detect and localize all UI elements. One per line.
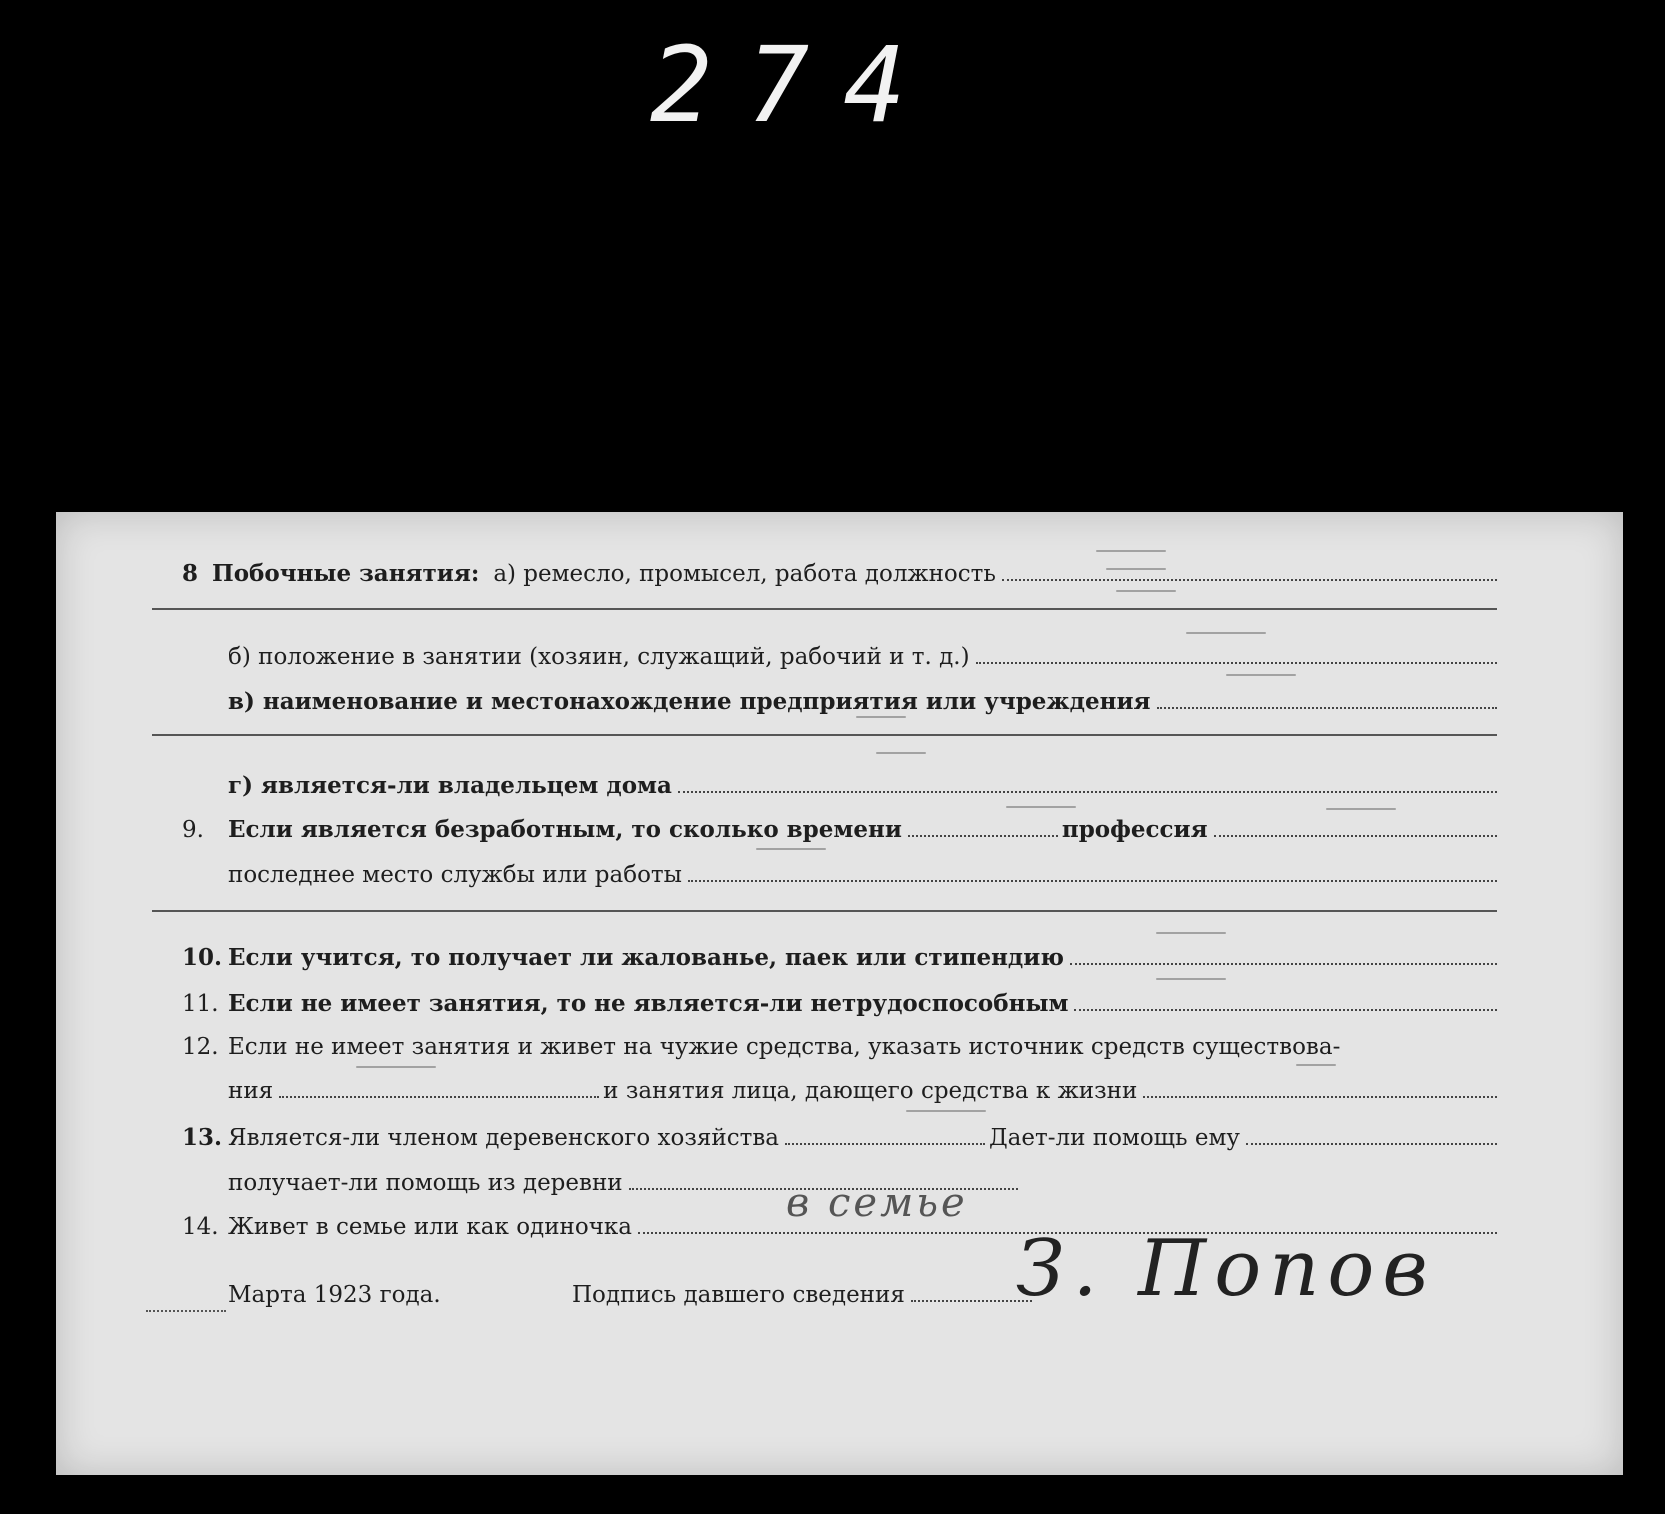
pencil-mark (906, 1110, 986, 1112)
q13-help-label: Дает-ли помощь ему (988, 1125, 1240, 1151)
pencil-mark (1186, 632, 1266, 634)
pencil-mark (1106, 568, 1166, 570)
q8-b-field[interactable] (976, 662, 1497, 664)
q10-row (182, 944, 1497, 971)
q14-number: 14. (182, 1214, 219, 1240)
q10-label: Если учится, то получает ли жалованье, паек или стипендию (228, 944, 1064, 971)
frame-number: 274 (650, 24, 940, 146)
q8-number: 8 (182, 560, 199, 587)
q12-number: 12. (182, 1034, 219, 1060)
pencil-mark (1296, 1064, 1336, 1066)
q8-g-field[interactable] (678, 791, 1497, 793)
q9-number: 9. (182, 817, 204, 843)
pencil-mark (1006, 806, 1076, 808)
q8-g-label: г) является-ли владельцем дома (228, 772, 672, 799)
footer-signature-label: Подпись давшего сведения (572, 1282, 905, 1308)
q8-title: Побочные занятия: (212, 560, 480, 587)
q11-row (182, 990, 1497, 1017)
q12-cont-label: ния (228, 1078, 274, 1104)
pencil-mark (856, 716, 906, 718)
q8-a-label: а) ремесло, промысел, работа должность (493, 561, 996, 587)
pencil-mark (356, 1066, 436, 1068)
q10-number: 10. (182, 944, 223, 971)
q12-source-field[interactable] (279, 1096, 599, 1098)
q14-label: Живет в семье или как одиночка (228, 1214, 633, 1240)
q10-field[interactable] (1070, 963, 1497, 965)
footer-signature-field[interactable] (911, 1300, 1032, 1302)
q8-a-line-2 (152, 608, 1497, 610)
q13-receive-label: получает-ли помощь из деревни (228, 1170, 623, 1196)
handwritten-signature: З. Попов (1016, 1224, 1436, 1314)
q9-profession-field[interactable] (1214, 835, 1497, 837)
pencil-mark (1096, 550, 1166, 552)
q9-row-2 (228, 862, 1497, 888)
q9-profession-label: профессия (1061, 816, 1208, 843)
pencil-mark (1326, 808, 1396, 810)
footer-date-label: Марта 1923 года. (228, 1282, 441, 1308)
q8-b-label: б) положение в занятии (хозяин, служащий, рабочий и т. д.) (228, 644, 970, 670)
q8-row-b (228, 644, 1497, 670)
q13-member-field[interactable] (785, 1143, 985, 1145)
q9-line-3 (152, 910, 1497, 912)
pencil-mark (1116, 590, 1176, 592)
q8-row-g (228, 772, 1497, 799)
q8-v-line-2 (152, 734, 1497, 736)
q8-row-a (182, 560, 1497, 587)
q12-row-2 (228, 1078, 1497, 1104)
q13-help-field[interactable] (1246, 1143, 1497, 1145)
q13-number: 13. (182, 1124, 223, 1151)
footer-day-field (146, 1310, 226, 1312)
q12-provider-field[interactable] (1143, 1096, 1497, 1098)
q8-a-field[interactable] (1002, 579, 1497, 581)
pencil-mark (1226, 674, 1296, 676)
pencil-mark (756, 848, 826, 850)
q13-label: Является-ли членом деревенского хозяйства (228, 1125, 779, 1151)
q12-label: Если не имеет занятия и живет на чужие средства, указать источник средств существова- (228, 1034, 1341, 1060)
q8-v-field[interactable] (1157, 707, 1497, 709)
q11-label: Если не имеет занятия, то не является-ли нетрудоспособным (228, 990, 1069, 1017)
q11-field[interactable] (1074, 1009, 1497, 1011)
q9-time-field[interactable] (908, 835, 1058, 837)
q9-row (182, 816, 1497, 843)
q13-row (182, 1124, 1497, 1151)
q9-last-place-field[interactable] (688, 880, 1497, 882)
q11-number: 11. (182, 991, 219, 1017)
pencil-mark (1156, 932, 1226, 934)
q14-handwritten-answer: в семье (786, 1180, 968, 1226)
q12-cont2-label: и занятия лица, дающего средства к жизни (603, 1078, 1138, 1104)
footer-signature-row (572, 1282, 1032, 1308)
q9-last-place-label: последнее место службы или работы (228, 862, 682, 888)
footer-date (228, 1282, 441, 1308)
pencil-mark (876, 752, 926, 754)
q8-v-label: в) наименование и местонахождение предприятия или учреждения (228, 688, 1151, 715)
census-form-card (56, 512, 1623, 1475)
q12-row (182, 1034, 1497, 1060)
q8-row-v (228, 688, 1497, 715)
q9-label: Если является безработным, то сколько времени (228, 816, 902, 843)
pencil-mark (1156, 978, 1226, 980)
